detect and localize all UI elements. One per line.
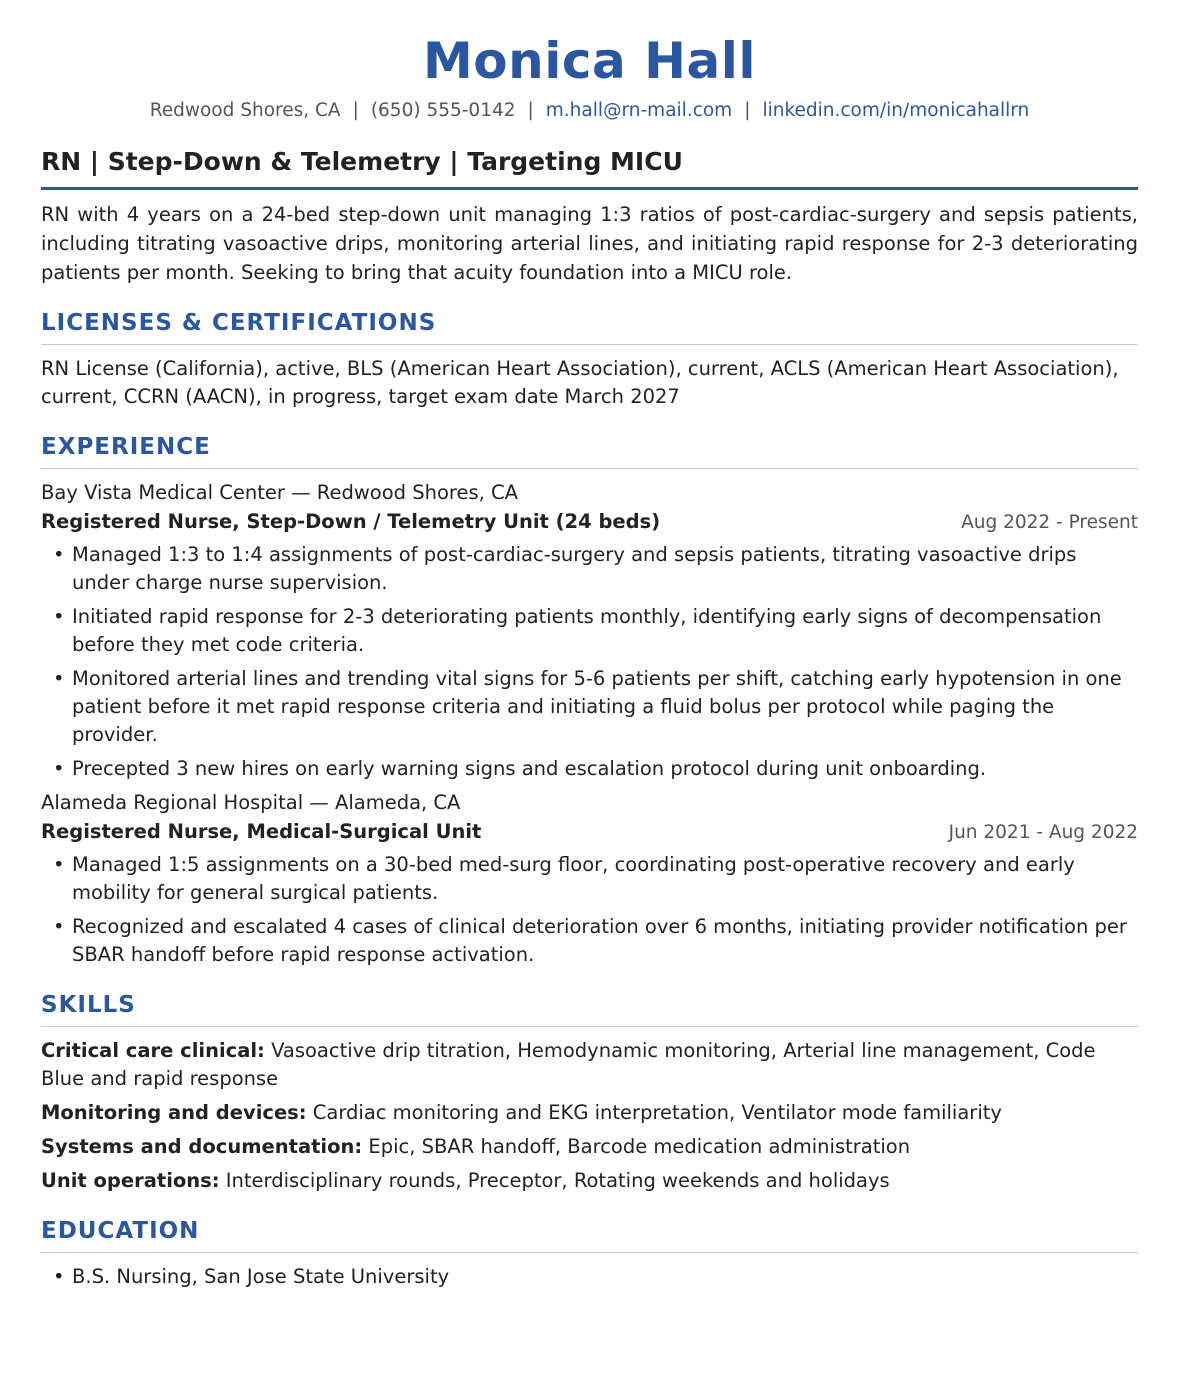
education-item: • B.S. Nursing, San Jose State University [41,1263,1138,1291]
linkedin-link[interactable]: linkedin.com/in/monicahallrn [762,100,1030,121]
job-entry [41,789,1138,969]
job-bullets [41,851,1138,969]
candidate-name: Monica Hall [423,32,756,90]
job-heading [41,817,1138,848]
phone: (650) 555-0142 [370,100,516,121]
bullet-item: • Precepted 3 new hires on early warning signs and escalation protocol during unit onboarding. [41,755,1138,783]
skill-value: Vasoactive drip titration, Hemodynamic monitoring, Arterial line management, Code Blue and rapid response [41,1039,1096,1090]
employer: Alameda Regional Hospital — Alameda, CA [41,791,461,814]
bullet-item: • Managed 1:3 to 1:4 assignments of post-cardiac-surgery and sepsis patients, titrating vasoactive drips under charge nurse supervision. [41,541,1138,597]
skills-list [41,1037,1138,1195]
job-role: Registered Nurse, Medical-Surgical Unit [41,820,482,843]
contact-separator: | [744,100,751,121]
job-dates: Aug 2022 - Present [961,512,1138,533]
bullet-item: • Managed 1:5 assignments on a 30-bed med-surg floor, coordinating post-operative recovery and early mobility for general surgical patients. [41,851,1138,907]
summary: RN with 4 years on a 24-bed step-down unit managing 1:3 ratios of post-cardiac-surgery and sepsis patients, including titrating vasoactive drips, monitoring arterial lines, and initiating rapid response for 2-3 deteriorating patients per month. Seeking to bring that acuity foundation into a MICU role. [41,203,1138,284]
skill-label: Critical care clinical: [41,1039,265,1062]
contact-separator: | [527,100,534,121]
skill-row [41,1167,1138,1195]
skill-value: Interdisciplinary rounds, Preceptor, Rotating weekends and holidays [225,1169,890,1192]
bullet-item: • Monitored arterial lines and trending vital signs for 5-6 patients per shift, catching early hypotension in one patient before it met rapid response criteria and initiating a fluid bolus per protocol while paging the provider. [41,665,1138,749]
section-title-skills: SKILLS [41,989,1138,1027]
job-dates: Jun 2021 - Aug 2022 [948,822,1138,843]
skill-value: Epic, SBAR handoff, Barcode medication administration [368,1135,911,1158]
bullet-item: • Recognized and escalated 4 cases of clinical deterioration over 6 months, initiating provider notification per SBAR handoff before rapid response activation. [41,913,1138,969]
skill-value: Cardiac monitoring and EKG interpretation, Ventilator mode familiarity [312,1101,1002,1124]
job-bullets [41,541,1138,783]
education-list [41,1263,1138,1291]
contact-separator: | [352,100,359,121]
skill-row [41,1037,1138,1093]
job-entry [41,479,1138,783]
location: Redwood Shores, CA [149,100,341,121]
section-title-licenses: LICENSES & CERTIFICATIONS [41,307,1138,345]
employer: Bay Vista Medical Center — Redwood Shores, CA [41,481,518,504]
skill-label: Systems and documentation: [41,1135,363,1158]
bullet-item: • Initiated rapid response for 2-3 deteriorating patients monthly, identifying early signs of decompensation before they met code criteria. [41,603,1138,659]
job-role: Registered Nurse, Step-Down / Telemetry Unit (24 beds) [41,510,661,533]
contact-line [41,98,1138,124]
licenses-text: RN License (California), active, BLS (American Heart Association), current, ACLS (American Heart Association), current, CCRN (AACN), in progress, target exam date March 2027 [41,357,1119,408]
section-title-experience: EXPERIENCE [41,431,1138,469]
section-title-education: EDUCATION [41,1215,1138,1253]
skill-label: Monitoring and devices: [41,1101,307,1124]
skill-row [41,1133,1138,1161]
job-heading [41,507,1138,538]
email-link[interactable]: m.hall@rn-mail.com [545,100,733,121]
headline: RN | Step-Down & Telemetry | Targeting MICU [41,145,1138,190]
resume-page [0,30,1179,1291]
skill-label: Unit operations: [41,1169,220,1192]
skill-row [41,1099,1138,1127]
